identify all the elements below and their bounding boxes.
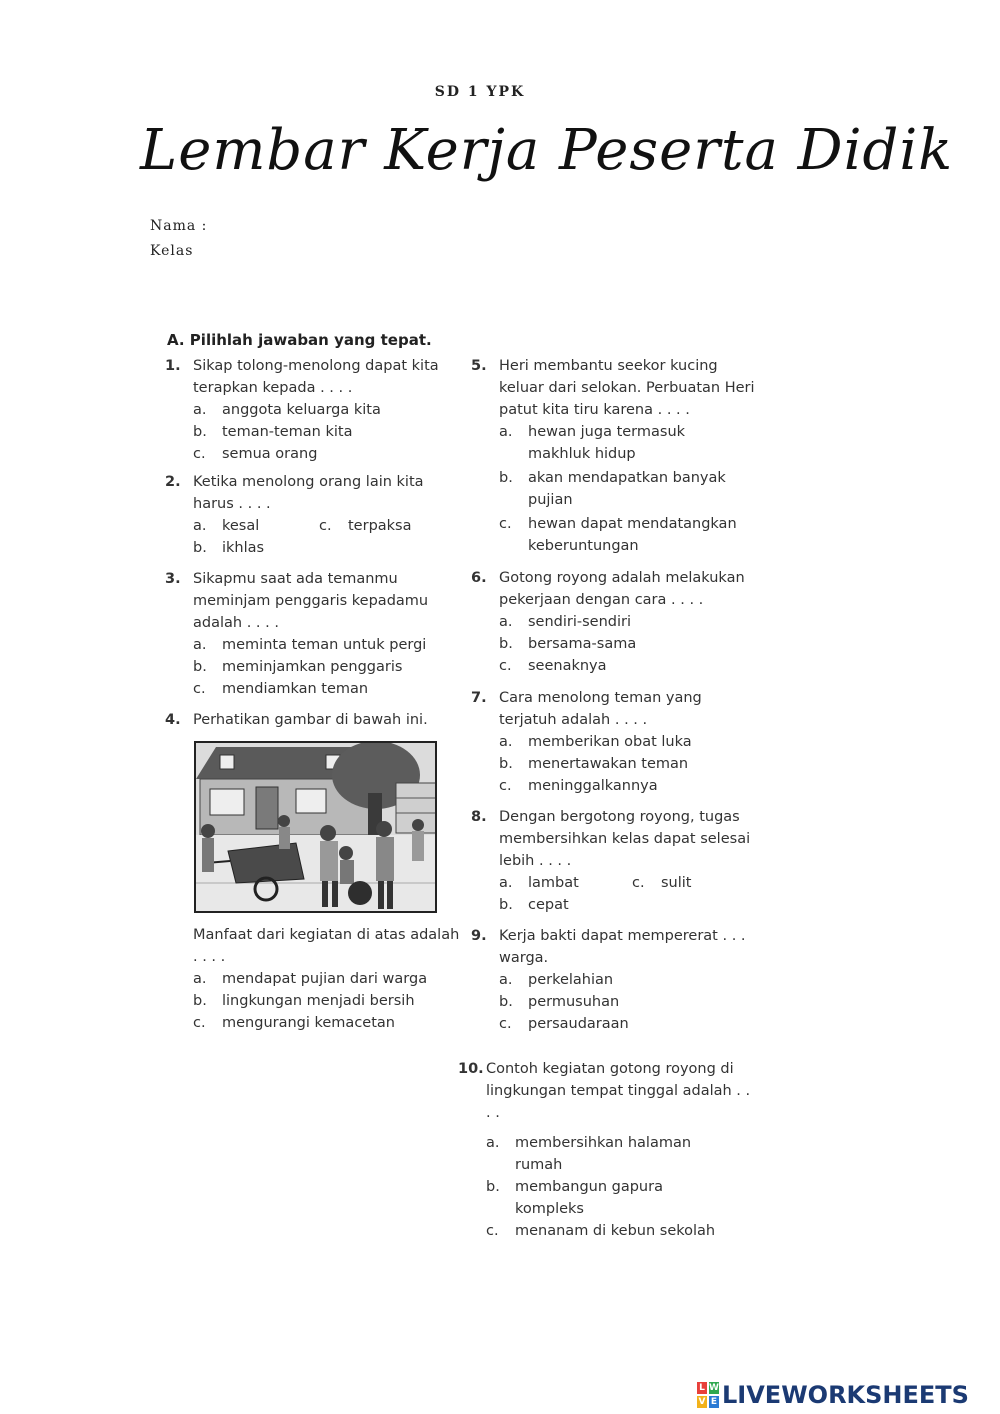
question-9 <box>471 925 771 1035</box>
option-b[interactable]: b. permusuhan <box>499 994 620 1010</box>
question-text: Manfaat dari kegiatan di atas adalah . . . . <box>193 927 460 965</box>
section-title: A. Pilihlah jawaban yang tepat. <box>167 331 432 349</box>
option-a[interactable]: a. lambat <box>499 875 579 891</box>
option-a[interactable]: a. perkelahian <box>499 972 614 988</box>
option-c[interactable]: c. meninggalkannya <box>499 778 658 794</box>
option-b[interactable]: b. akan mendapatkan banyak pujian <box>499 470 726 508</box>
option-b[interactable]: b. lingkungan menjadi bersih <box>193 993 415 1009</box>
liveworksheets-logo[interactable] <box>697 1381 969 1409</box>
option-a[interactable]: a. mendapat pujian dari warga <box>193 971 428 987</box>
option-a[interactable]: a. membersihkan halaman rumah <box>486 1135 692 1173</box>
class-label: Kelas <box>150 243 194 259</box>
question-number: 6. <box>471 570 487 586</box>
option-a[interactable]: a. hewan juga termasuk makhluk hidup <box>499 424 686 462</box>
question-text: Gotong royong adalah melakukan pekerjaan dengan cara . . . . <box>499 570 745 608</box>
community-work-illustration-icon <box>194 741 437 913</box>
option-b[interactable]: b. ikhlas <box>193 540 265 556</box>
question-number: 10. <box>458 1061 484 1077</box>
option-c[interactable]: c. mengurangi kemacetan <box>193 1015 395 1031</box>
option-c[interactable]: c. hewan dapat mendatangkan keberuntungan <box>499 516 737 554</box>
question-4-options <box>165 924 465 1034</box>
option-b[interactable]: b. menertawakan teman <box>499 756 689 772</box>
question-4 <box>165 709 465 731</box>
option-b[interactable]: b. teman-teman kita <box>193 424 353 440</box>
option-a[interactable]: a. kesal <box>193 518 260 534</box>
option-c[interactable]: c. terpaksa <box>319 518 412 534</box>
question-text: Perhatikan gambar di bawah ini. <box>193 712 428 728</box>
option-b[interactable]: b. cepat <box>499 897 569 913</box>
worksheet-title: Lembar Kerja Peserta Didik <box>140 118 954 183</box>
question-text: Sikap tolong-menolong dapat kita terapkan kepada . . . . <box>193 358 439 396</box>
question-5 <box>471 355 761 557</box>
question-number: 8. <box>471 809 487 825</box>
option-c[interactable]: c. persaudaraan <box>499 1016 629 1032</box>
question-text: Sikapmu saat ada temanmu meminjam penggaris kepadamu adalah . . . . <box>193 571 429 631</box>
option-a[interactable]: a. memberikan obat luka <box>499 734 692 750</box>
question-number: 9. <box>471 928 487 944</box>
name-label: Nama : <box>150 218 208 234</box>
question-text: Dengan bergotong royong, tugas membersihkan kelas dapat selesai lebih . . . . <box>499 809 751 869</box>
brand-name: LIVEWORKSHEETS <box>722 1381 969 1409</box>
option-c[interactable]: c. seenaknya <box>499 658 607 674</box>
option-b[interactable]: b. membangun gapura kompleks <box>486 1179 663 1217</box>
question-number: 1. <box>165 358 181 374</box>
question-3 <box>165 568 455 700</box>
question-number: 2. <box>165 474 181 490</box>
question-7 <box>471 687 731 797</box>
school-name: SD 1 YPK <box>434 84 526 100</box>
option-a[interactable]: a. anggota keluarga kita <box>193 402 381 418</box>
question-text: Cara menolong teman yang terjatuh adalah . . . . <box>499 690 702 728</box>
option-c[interactable]: c. menanam di kebun sekolah <box>486 1223 716 1239</box>
option-a[interactable]: a. sendiri-sendiri <box>499 614 632 630</box>
question-text: Contoh kegiatan gotong royong di lingkungan tempat tinggal adalah . . . . <box>486 1061 751 1121</box>
question-number: 5. <box>471 358 487 374</box>
question-text: Ketika menolong orang lain kita harus . . . . <box>193 474 424 512</box>
question-10 <box>458 1058 758 1242</box>
question-text: Heri membantu seekor kucing keluar dari selokan. Perbuatan Heri patut kita tiru karena . . . . <box>499 358 755 418</box>
question-6 <box>471 567 771 677</box>
question-text: Kerja bakti dapat mempererat . . . warga. <box>499 928 746 966</box>
liveworksheets-mark-icon: L W V E <box>698 1383 719 1407</box>
question-number: 3. <box>165 571 181 587</box>
option-c[interactable]: c. sulit <box>632 875 692 891</box>
question-number: 7. <box>471 690 487 706</box>
option-b[interactable]: b. meminjamkan penggaris <box>193 659 403 675</box>
question-number: 4. <box>165 712 181 728</box>
option-c[interactable]: c. mendiamkan teman <box>193 681 369 697</box>
question-8 <box>471 806 771 916</box>
option-c[interactable]: c. semua orang <box>193 446 318 462</box>
option-b[interactable]: b. bersama-sama <box>499 636 637 652</box>
question-2 <box>165 471 445 559</box>
question-1 <box>165 355 465 465</box>
option-a[interactable]: a. meminta teman untuk pergi <box>193 637 427 653</box>
